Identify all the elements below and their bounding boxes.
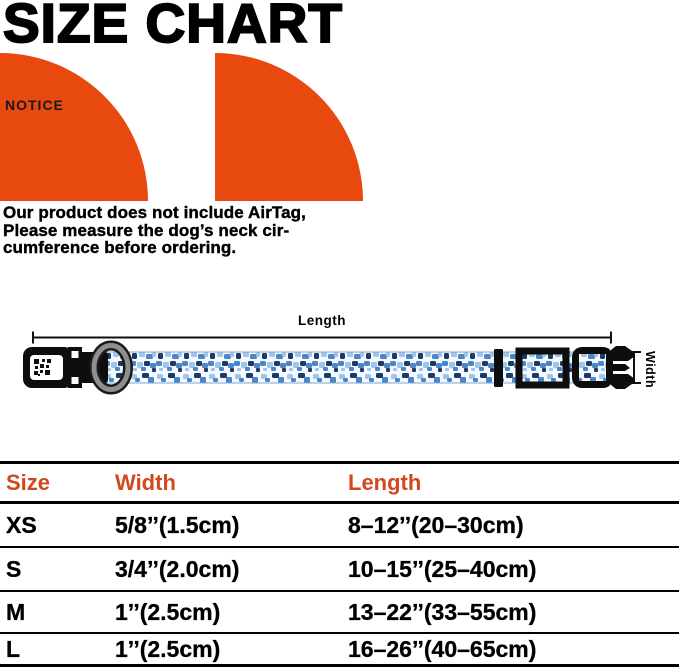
notice-paragraph: [3, 204, 306, 257]
notice-line-3: cumference before ordering.: [3, 238, 237, 257]
cell-size: M: [6, 598, 26, 625]
width-label: Width: [643, 351, 657, 389]
notice-line-1: Our product does not include AirTag,: [3, 203, 306, 222]
length-dimension-line: [32, 332, 612, 344]
table-row: [0, 634, 679, 667]
size-table: [0, 461, 679, 667]
cell-width: 5/8’’(1.5cm): [115, 511, 240, 538]
collar-diagram: [0, 310, 679, 405]
buckle-male: [572, 346, 635, 389]
cell-size: L: [6, 635, 21, 662]
cell-width: 1’’(2.5cm): [115, 635, 221, 662]
page-title: SIZE CHART: [3, 0, 343, 54]
table-row: [0, 504, 679, 548]
tri-glide-slider: [519, 351, 566, 385]
column-header-size: Size: [6, 469, 51, 495]
cell-size: XS: [6, 511, 37, 538]
table-row: [0, 592, 679, 634]
notice-badge: NOTICE: [5, 97, 64, 113]
cell-size: S: [6, 555, 22, 582]
strap-stopper-bar: [494, 349, 503, 387]
column-header-width: Width: [115, 469, 176, 495]
cell-length: 10–15’’(25–40cm): [348, 555, 537, 582]
column-header-length: Length: [348, 469, 422, 495]
cell-width: 1’’(2.5cm): [115, 598, 221, 625]
table-row: [0, 548, 679, 592]
cell-length: 8–12’’(20–30cm): [348, 511, 524, 538]
cell-length: 16–26’’(40–65cm): [348, 635, 537, 662]
notice-shape-left: [0, 53, 148, 201]
cell-width: 3/4’’(2.0cm): [115, 555, 240, 582]
table-header-row: [0, 464, 679, 504]
notice-line-2: Please measure the dog’s neck cir-: [3, 220, 290, 240]
length-label: Length: [298, 313, 346, 328]
notice-shape-right: [215, 53, 363, 201]
cell-length: 13–22’’(33–55cm): [348, 598, 537, 625]
